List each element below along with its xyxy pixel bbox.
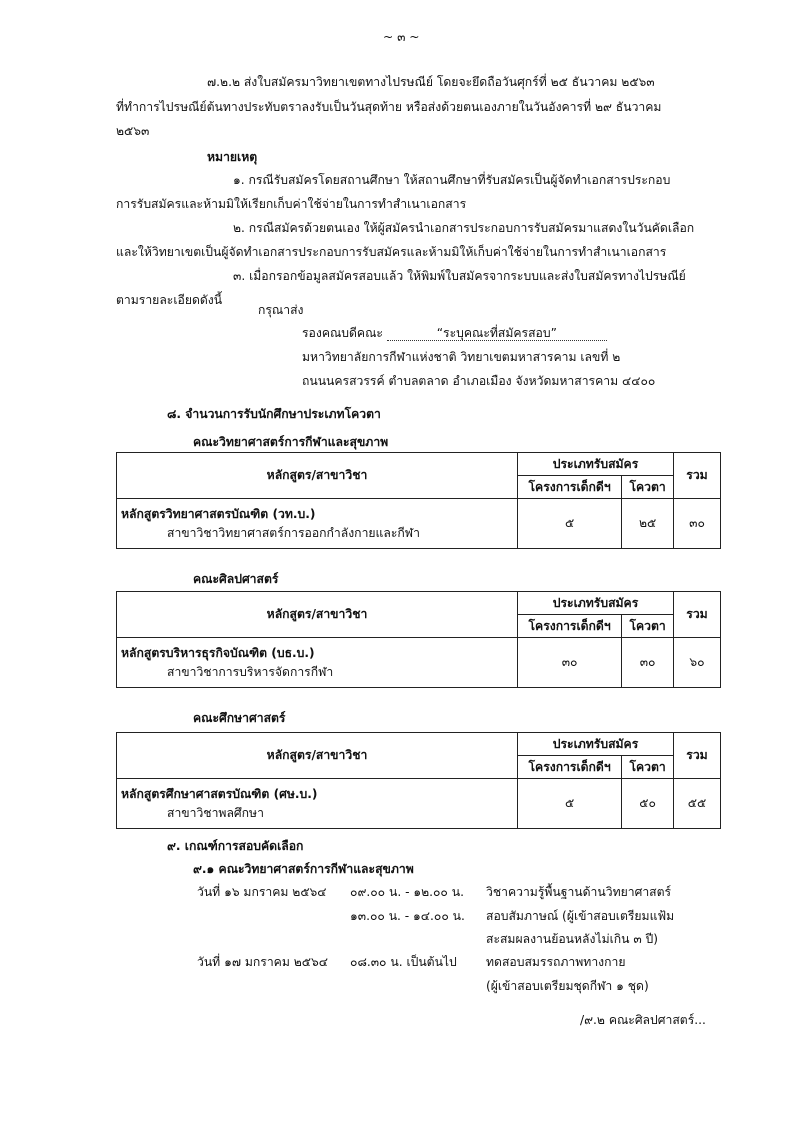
- header-quota: โควตา: [622, 476, 674, 499]
- schedule-activity-cont: สะสมผลงานย้อนหลังไม่เกิน ๓ ปี): [486, 932, 659, 946]
- note-item2-line2: และให้วิทยาเขตเป็นผู้จัดทำเอกสารประกอบการรับสมัครและห้ามมิให้เก็บค่าใช้จ่ายในการทำสำเนาเอกสาร: [116, 245, 667, 259]
- total-count: ๓๐: [674, 499, 721, 549]
- course-cell: [117, 779, 518, 829]
- course-cell: [117, 638, 518, 688]
- major-name: สาขาวิชาวิทยาศาสตร์การออกกำลังกายและกีฬา: [167, 525, 420, 540]
- quota-table: [116, 591, 721, 688]
- faculty-fill-placeholder: “ระบุคณะที่สมัครสอบ”: [387, 326, 607, 341]
- schedule-date: วันที่ ๑๗ มกราคม ๒๕๖๔: [197, 955, 328, 969]
- header-course: หลักสูตร/สาขาวิชา: [117, 733, 518, 779]
- schedule-time: ๐๘.๓๐ น. เป็นต้นไป: [350, 955, 457, 969]
- faculty-name: คณะศึกษาศาสตร์: [193, 711, 286, 725]
- note-item1-line2: การรับสมัครและห้ามมิให้เรียกเก็บค่าใช้จ่ายในการทำสำเนาเอกสาร: [116, 197, 467, 211]
- major-name: สาขาวิชาพลศึกษา: [167, 805, 264, 820]
- header-course: หลักสูตร/สาขาวิชา: [117, 453, 518, 499]
- para-7-2-2-line3: ๒๕๖๓: [116, 124, 150, 138]
- course-name: หลักสูตรศึกษาศาสตรบัณฑิต (ศษ.บ.): [121, 786, 318, 801]
- course-cell: [117, 499, 518, 549]
- note-heading: หมายเหตุ: [207, 150, 258, 164]
- table-row: [117, 499, 721, 549]
- schedule-time: ๐๙.๐๐ น. - ๑๒.๐๐ น.: [350, 885, 464, 899]
- quota-table: [116, 732, 721, 829]
- para-7-2-2-line2: ที่ทำการไปรษณีย์ต้นทางประทับตราลงรับเป็นวันสุดท้าย หรือส่งด้วยตนเองภายในวันอังคารที่ ๒๙ ธันวาคม: [116, 100, 662, 114]
- schedule-activity-cont: (ผู้เข้าสอบเตรียมชุดกีฬา ๑ ชุด): [486, 979, 649, 993]
- header-total: รวม: [674, 453, 721, 499]
- header-course: หลักสูตร/สาขาวิชา: [117, 592, 518, 638]
- note-item2-line1: ๒. กรณีสมัครด้วยตนเอง ให้ผู้สมัครนำเอกสารประกอบการรับสมัครมาแสดงในวันคัดเลือก: [233, 221, 695, 235]
- header-type: ประเภทรับสมัคร: [518, 453, 674, 476]
- header-total: รวม: [674, 733, 721, 779]
- course-name: หลักสูตรวิทยาศาสตรบัณฑิต (วท.บ.): [121, 506, 316, 521]
- schedule-activity: สอบสัมภาษณ์ (ผู้เข้าสอบเตรียมแฟ้ม: [486, 909, 675, 923]
- address-line2: มหาวิทยาลัยการกีฬาแห่งชาติ วิทยาเขตมหาสารคาม เลขที่ ๒: [302, 350, 621, 364]
- note-item3-line1: ๓. เมื่อกรอกข้อมูลสมัครสอบแล้ว ให้พิมพ์ใบสมัครจากระบบและส่งใบสมัครทางไปรษณีย์: [233, 269, 686, 283]
- quota-count: ๓๐: [622, 638, 674, 688]
- section9-heading: ๙. เกณฑ์การสอบคัดเลือก: [167, 839, 304, 853]
- address-line3: ถนนนครสวรรค์ ตำบลตลาด อำเภอเมือง จังหวัดมหาสารคาม ๔๔๐๐: [302, 374, 656, 388]
- note-item3-line2: ตามรายละเอียดดังนี้: [116, 293, 223, 307]
- header-total: รวม: [674, 592, 721, 638]
- schedule-date: วันที่ ๑๖ มกราคม ๒๕๖๔: [197, 885, 327, 899]
- header-quota: โควตา: [622, 615, 674, 638]
- address-send-to: กรุณาส่ง: [258, 303, 304, 317]
- quota-count: ๒๕: [622, 499, 674, 549]
- quota-count: ๕๐: [622, 779, 674, 829]
- continuation-note: /๙.๒ คณะศิลปศาสตร์...: [580, 1013, 706, 1027]
- address-line1-prefix: รองคณบดีคณะ: [302, 326, 383, 340]
- major-name: สาขาวิชาการบริหารจัดการกีฬา: [167, 664, 334, 679]
- table-row: [117, 638, 721, 688]
- good-kids-count: ๓๐: [518, 638, 622, 688]
- header-type: ประเภทรับสมัคร: [518, 733, 674, 756]
- good-kids-count: ๕: [518, 779, 622, 829]
- address-line1: [302, 326, 607, 341]
- quota-table: [116, 452, 721, 549]
- para-7-2-2-line1: ๗.๒.๒ ส่งใบสมัครมาวิทยาเขตทางไปรษณีย์ โดยจะยึดถือวันศุกร์ที่ ๒๕ ธันวาคม ๒๕๖๓: [207, 75, 655, 89]
- total-count: ๖๐: [674, 638, 721, 688]
- header-good-kids: โครงการเด็กดีฯ: [518, 756, 622, 779]
- header-good-kids: โครงการเด็กดีฯ: [518, 476, 622, 499]
- header-quota: โควตา: [622, 756, 674, 779]
- schedule-activity: ทดสอบสมรรถภาพทางกาย: [486, 955, 626, 969]
- course-name: หลักสูตรบริหารธุรกิจบัณฑิต (บธ.บ.): [121, 645, 315, 660]
- table-row: [117, 779, 721, 829]
- faculty-name: คณะศิลปศาสตร์: [193, 572, 279, 586]
- section9-sub-heading: ๙.๑ คณะวิทยาศาสตร์การกีฬาและสุขภาพ: [193, 862, 414, 876]
- good-kids-count: ๕: [518, 499, 622, 549]
- total-count: ๕๕: [674, 779, 721, 829]
- section8-heading: ๘. จำนวนการรับนักศึกษาประเภทโควตา: [167, 407, 381, 421]
- header-type: ประเภทรับสมัคร: [518, 592, 674, 615]
- header-good-kids: โครงการเด็กดีฯ: [518, 615, 622, 638]
- faculty-name: คณะวิทยาศาสตร์การกีฬาและสุขภาพ: [193, 435, 389, 449]
- note-item1-line1: ๑. กรณีรับสมัครโดยสถานศึกษา ให้สถานศึกษาที่รับสมัครเป็นผู้จัดทำเอกสารประกอบ: [233, 173, 671, 187]
- schedule-activity: วิชาความรู้พื้นฐานด้านวิทยาศาสตร์: [486, 885, 672, 899]
- page-number: ~ ๓ ~: [383, 30, 420, 44]
- schedule-time: ๑๓.๐๐ น. - ๑๔.๐๐ น.: [350, 909, 465, 923]
